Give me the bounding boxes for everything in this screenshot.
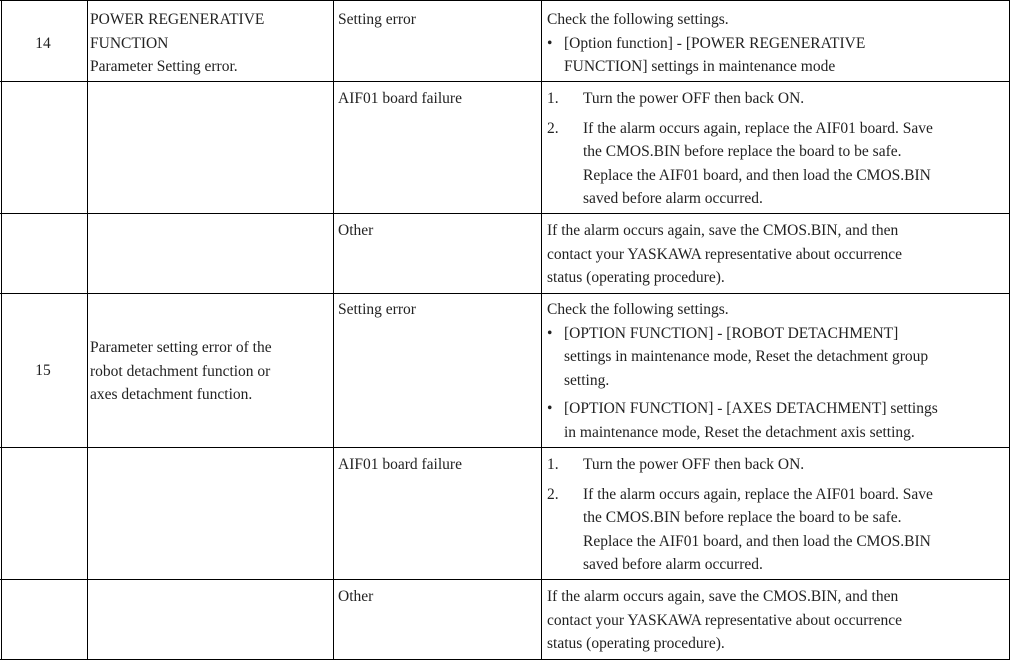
bullet-icon: •: [547, 34, 553, 52]
step-line: If the alarm occurs again, replace the AIF01 board. Save: [583, 119, 933, 137]
alarm-description: [90, 336, 330, 407]
description-line: Parameter Setting error.: [90, 58, 238, 75]
bullet-line: FUNCTION] settings in maintenance mode: [564, 58, 836, 75]
remedy: [547, 585, 1002, 656]
table-rule: [1009, 0, 1010, 660]
step-line: saved before alarm occurred.: [583, 556, 763, 573]
step-line: Replace the AIF01 board, and then load the CMOS.BIN: [583, 532, 931, 550]
bullet-line: [Option function] - [POWER REGENERATIVE: [564, 34, 866, 52]
step-line: saved before alarm occurred.: [583, 190, 763, 207]
bullet-line: settings in maintenance mode, Reset the detachment group: [564, 348, 929, 365]
cause: Other: [338, 222, 374, 239]
table-rule: [0, 447, 1010, 448]
table-rule: [0, 81, 1010, 82]
remedy-intro: Check the following settings.: [547, 11, 729, 28]
remedy: [547, 298, 1002, 444]
remedy-line: If the alarm occurs again, save the CMOS.BIN, and then: [547, 222, 899, 239]
bullet-line: setting.: [564, 371, 610, 389]
bullet-item: [547, 397, 1002, 444]
remedy-line: contact your YASKAWA representative about occurrence: [547, 245, 902, 263]
description-line: robot detachment function or: [90, 362, 271, 380]
step-line: Turn the power OFF then back ON.: [583, 456, 805, 473]
cause: AIF01 board failure: [338, 90, 462, 107]
bullet-line: in maintenance mode, Reset the detachment axis setting.: [564, 423, 915, 441]
step-item: [547, 483, 1002, 577]
remedy-line: status (operating procedure).: [547, 635, 725, 652]
step-line: the CMOS.BIN before replace the board to be safe.: [583, 509, 902, 526]
remedy-line: contact your YASKAWA representative about occurrence: [547, 611, 902, 629]
description-line: axes detachment function.: [90, 386, 253, 403]
description-line: Parameter setting error of the: [90, 339, 272, 356]
description-line: POWER REGENERATIVE: [90, 11, 265, 28]
table-rule: [0, 0, 1010, 1]
bullet-line: [OPTION FUNCTION] - [AXES DETACHMENT] settings: [564, 400, 938, 417]
step-line: the CMOS.BIN before replace the board to be safe.: [583, 143, 902, 160]
table-rule: [541, 0, 542, 660]
step-number: 1.: [547, 456, 559, 473]
table-rule: [0, 213, 1010, 214]
step-line: If the alarm occurs again, replace the AIF01 board. Save: [583, 485, 933, 503]
step-number: 1.: [547, 90, 559, 107]
bullet-item: [547, 322, 1002, 393]
table-rule: [1, 0, 2, 660]
step-item: [547, 453, 1002, 477]
remedy-intro: Check the following settings.: [547, 301, 729, 318]
cause: AIF01 board failure: [338, 456, 462, 473]
bullet-icon: •: [547, 400, 553, 417]
table-rule: [0, 293, 1010, 294]
bullet-icon: •: [547, 324, 553, 342]
step-number: 2.: [547, 485, 559, 503]
table-rule: [0, 579, 1010, 580]
step-item: [547, 87, 1002, 111]
table-rule: [333, 0, 334, 660]
alarm-number: 14: [35, 35, 51, 52]
bullet-item: [547, 32, 1002, 79]
step-line: Turn the power OFF then back ON.: [583, 90, 805, 107]
bullet-line: [OPTION FUNCTION] - [ROBOT DETACHMENT]: [564, 324, 899, 342]
step-number: 2.: [547, 119, 559, 137]
remedy-line: If the alarm occurs again, save the CMOS.BIN, and then: [547, 588, 899, 605]
table-rule: [87, 0, 88, 660]
step-line: Replace the AIF01 board, and then load the CMOS.BIN: [583, 166, 931, 184]
remedy: [547, 87, 1002, 211]
remedy-line: status (operating procedure).: [547, 269, 725, 286]
remedy: [547, 453, 1002, 577]
step-item: [547, 117, 1002, 211]
cause: Setting error: [338, 11, 416, 28]
cause: Setting error: [338, 301, 416, 318]
remedy: [547, 219, 1002, 290]
alarm-description: [90, 8, 330, 79]
alarm-number: 15: [35, 362, 51, 379]
table-rule: [0, 659, 1010, 660]
remedy: [547, 8, 1002, 79]
description-line: FUNCTION: [90, 34, 169, 52]
cause: Other: [338, 588, 374, 605]
